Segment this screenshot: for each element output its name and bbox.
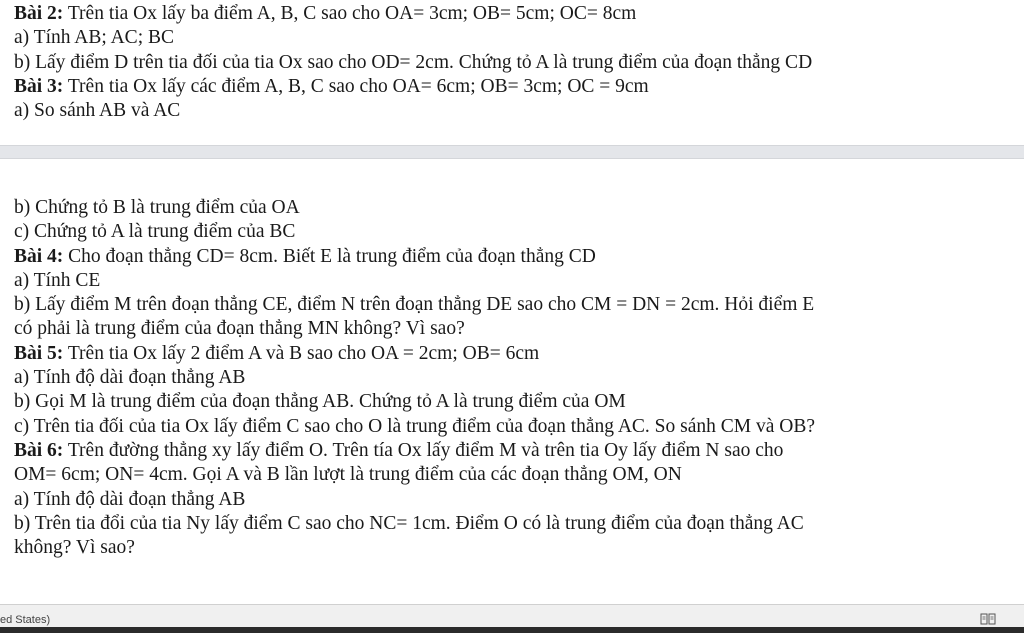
line-text: Trên tia Ox lấy ba điểm A, B, C sao cho OA= 3cm; OB= 5cm; OC= 8cm [63,3,637,24]
page-separator [0,145,1024,159]
text-line [14,439,1024,463]
line-text: Trên đường thẳng xy lấy điểm O. Trên tía Ox lấy điểm M và trên tia Oy lấy điểm N sao cho [63,439,784,461]
bottom-text-block [14,196,1024,560]
exercise-label: Bài 6: [14,439,64,461]
line-text: b) Gọi M là trung điểm của đoạn thẳng AB. Chứng tỏ A là trung điểm của OM [14,391,626,413]
line-text: b) Lấy điểm D trên tia đối của tia Ox sao cho OD= 2cm. Chứng tỏ A là trung điểm của đoạn thẳng CD [14,51,813,73]
line-text: a) Tính AB; AC; BC [14,27,174,49]
text-line [14,26,1024,50]
text-line [14,51,1024,75]
text-line [14,196,1024,220]
text-line [14,317,1024,341]
line-text: b) Lấy điểm M trên đoạn thẳng CE, điểm N trên đoạn thẳng DE sao cho CM = DN = 2cm. Hỏi điểm E [14,294,815,316]
line-text: không? Vì sao? [14,537,135,559]
text-line [14,488,1024,512]
line-text: Trên tia Ox lấy 2 điểm A và B sao cho OA = 2cm; OB= 6cm [63,342,540,364]
language-status[interactable]: ed States) [0,614,51,626]
page-break-gap [0,136,1024,191]
text-line [14,293,1024,317]
text-line [14,536,1024,560]
line-text: OM= 6cm; ON= 4cm. Gọi A và B lần lượt là trung điểm của các đoạn thẳng OM, ON [14,464,682,486]
text-line [14,342,1024,366]
line-text: b) Trên tia đổi của tia Ny lấy điểm C sao cho NC= 1cm. Điểm O có là trung điểm của đoạn thẳng AC [14,512,804,534]
text-line [14,366,1024,390]
line-text: a) Tính độ dài đoạn thẳng AB [14,488,246,510]
text-line [14,390,1024,414]
line-text: Trên tia Ox lấy các điểm A, B, C sao cho OA= 6cm; OB= 3cm; OC = 9cm [63,75,649,97]
text-line [14,512,1024,536]
top-text-block [14,2,1024,123]
line-text: c) Chứng tỏ A là trung điểm của BC [14,221,296,243]
line-text: a) Tính độ dài đoạn thẳng AB [14,367,246,389]
line-text: Cho đoạn thẳng CD= 8cm. Biết E là trung điểm của đoạn thẳng CD [63,245,596,267]
text-line [14,463,1024,487]
text-line [14,220,1024,244]
line-text: a) Tính CE [14,269,101,291]
exercise-label: Bài 5: [14,342,64,364]
bottom-edge [0,627,1024,633]
exercise-label: Bài 2: [14,3,64,24]
status-bar [0,604,1024,633]
exercise-label: Bài 4: [14,245,64,267]
text-line [14,75,1024,99]
book-icon[interactable] [980,613,996,625]
text-line [14,415,1024,439]
line-text: a) So sánh AB và AC [14,100,181,122]
line-text: có phải là trung điểm của đoạn thẳng MN không? Vì sao? [14,318,465,340]
line-text: c) Trên tia đối của tia Ox lấy điểm C sao cho O là trung điểm của đoạn thẳng AC. So sánh CM và OB? [14,415,815,437]
text-line [14,269,1024,293]
exercise-label: Bài 3: [14,75,64,97]
text-line [14,245,1024,269]
line-text: b) Chứng tỏ B là trung điểm của OA [14,197,300,218]
text-line [14,99,1024,123]
text-line [14,2,1024,26]
